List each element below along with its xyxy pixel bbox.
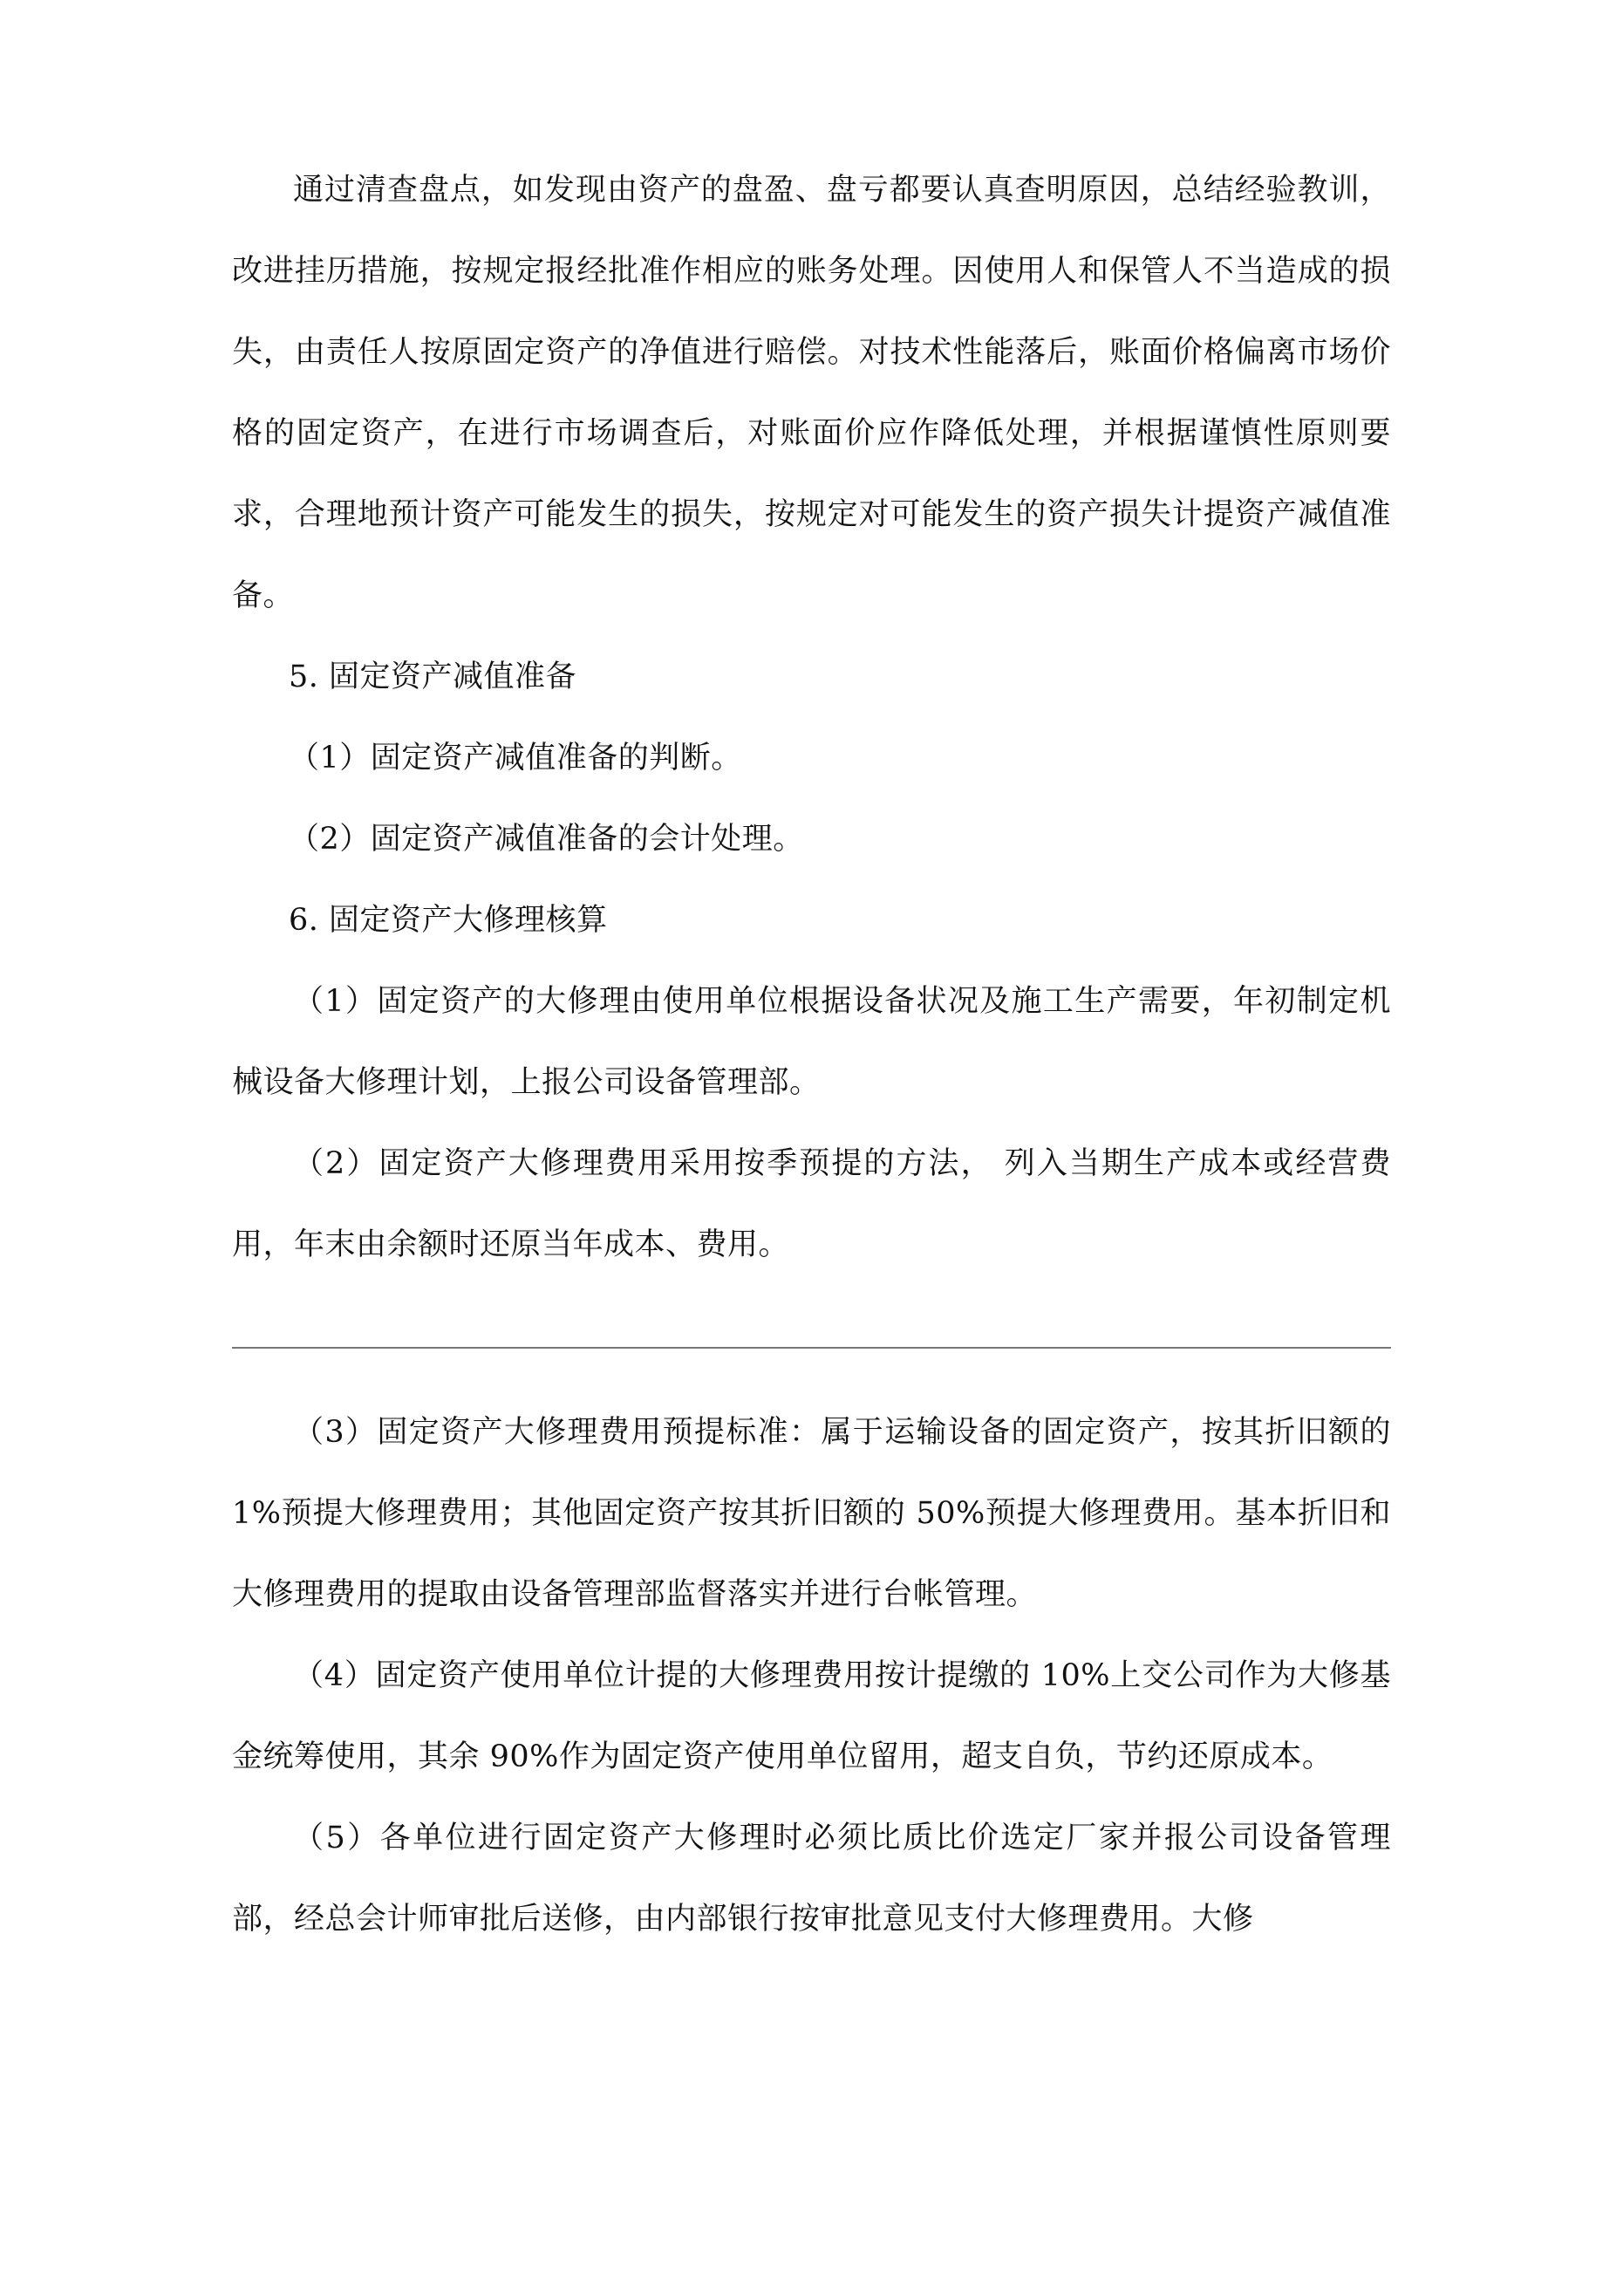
document-body-top (232, 150, 1391, 1286)
section-6-item-1: （1）固定资产的大修理由使用单位根据设备状况及施工生产需要，年初制定机械设备大修理计划，上报公司设备管理部。 (232, 984, 1391, 1100)
section-6-item-5: （5）各单位进行固定资产大修理时必须比质比价选定厂家并报公司设备管理部，经总会计师审批后送修，由内部银行按审批意见支付大修理费用。大修 (232, 1821, 1391, 1937)
section-6-item-3: （3）固定资产大修理费用预提标准：属于运输设备的固定资产，按其折旧额的 1%预提大修理费用；其他固定资产按其折旧额的 50%预提大修理费用。基本折旧和大修理费用的提取由设备管理部监督落实并进行台帐管理。 (232, 1415, 1391, 1612)
section-5-heading: 5. 固定资产减值准备 (289, 659, 577, 694)
section-5-item-1: （1）固定资产减值准备的判断。 (289, 741, 742, 776)
section-6-heading: 6. 固定资产大修理核算 (289, 903, 608, 938)
page-divider (232, 1347, 1391, 1349)
document-body-bottom (232, 1392, 1391, 1960)
section-6-item-2: （2）固定资产大修理费用采用按季预提的方法， 列入当期生产成本或经营费用，年末由余额时还原当年成本、费用。 (232, 1146, 1391, 1262)
section-6-item-4: （4）固定资产使用单位计提的大修理费用按计提缴的 10%上交公司作为大修基金统筹使用，其余 90%作为固定资产使用单位留用，超支自负，节约还原成本。 (232, 1658, 1391, 1774)
intro-paragraph: 通过清查盘点，如发现由资产的盘盈、盘亏都要认真查明原因，总结经验教训，改进挂历措施，按规定报经批准作相应的账务处理。因使用人和保管人不当造成的损失，由责任人按原固定资产的净值进行赔偿。对技术性能落后，账面价格偏离市场价格的固定资产，在进行市场调查后，对账面价应作降低处理，并根据谨慎性原则要求，合理地预计资产可能发生的损失，按规定对可能发生的资产损失计提资产减值准备。 (232, 173, 1391, 613)
section-5-item-2: （2）固定资产减值准备的会计处理。 (289, 822, 804, 857)
